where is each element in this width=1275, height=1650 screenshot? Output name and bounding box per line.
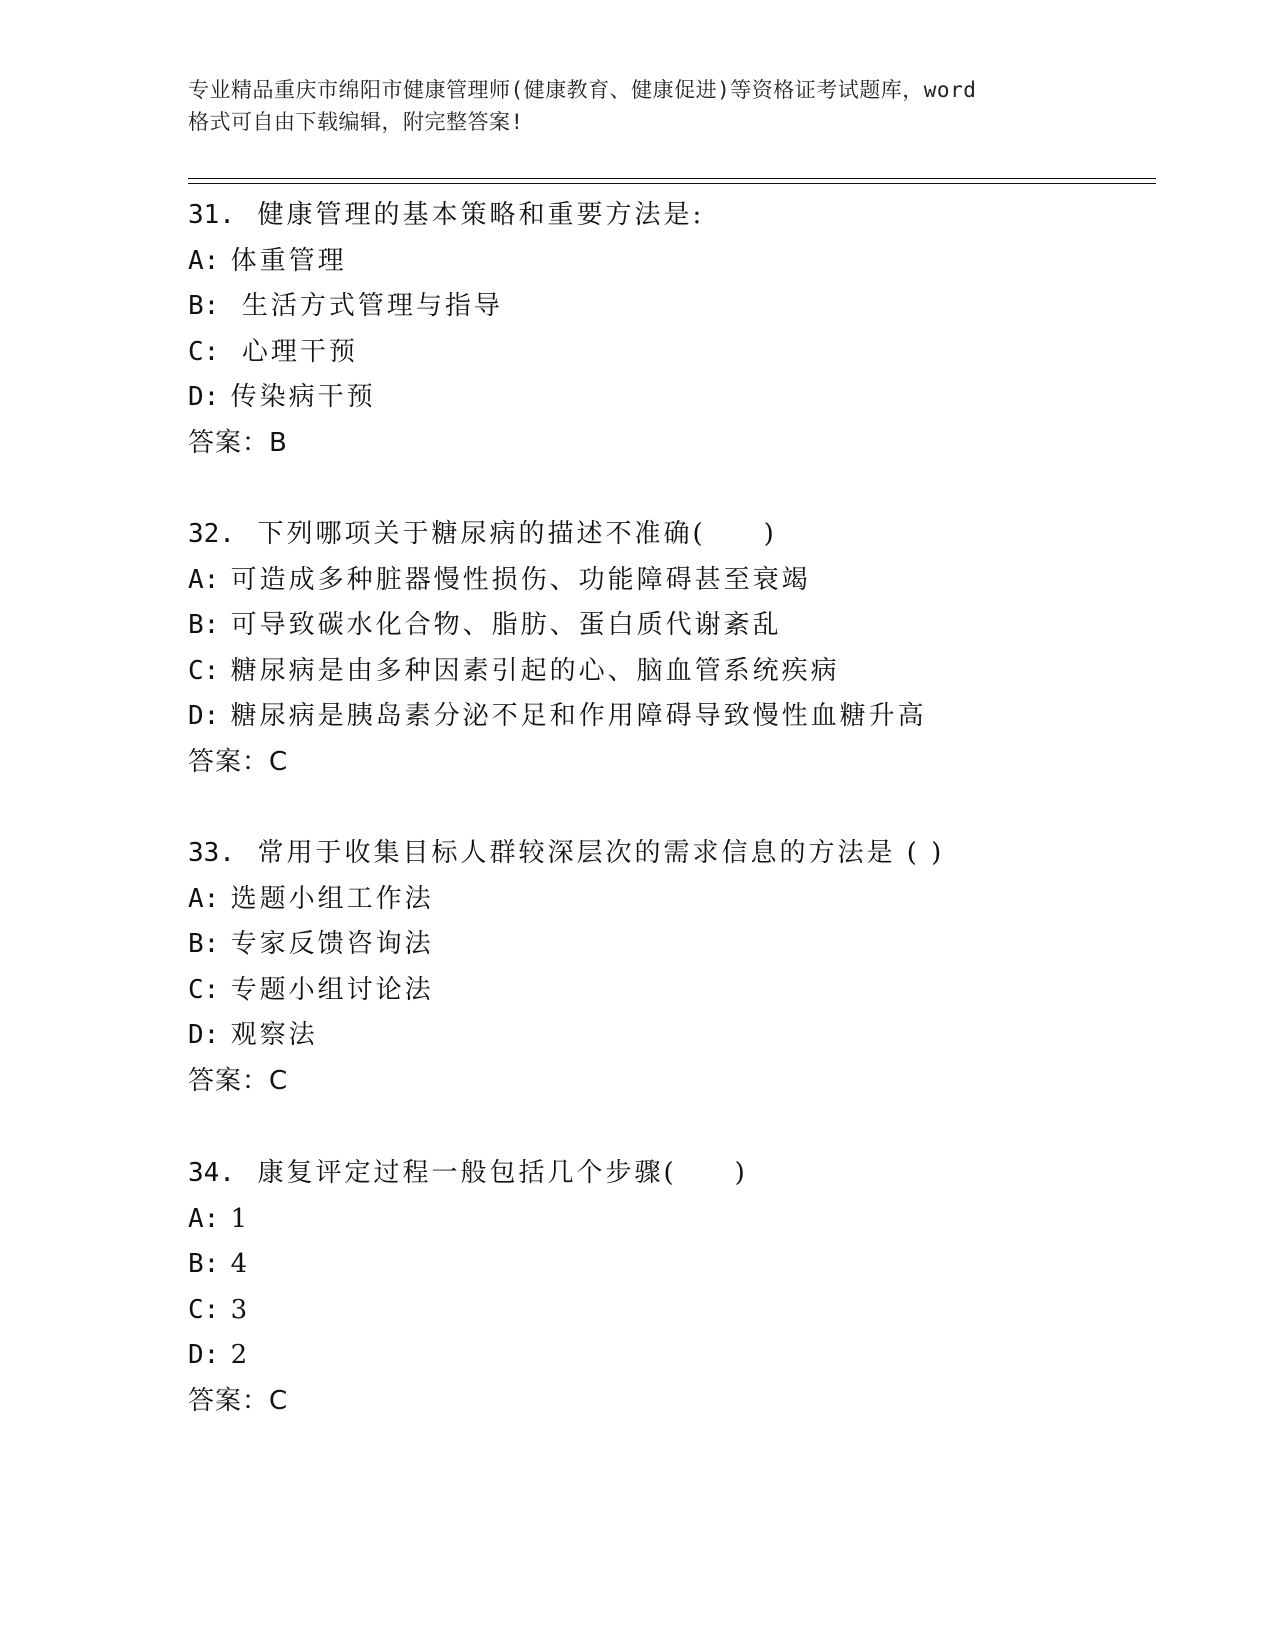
question-number: 31.	[188, 200, 235, 230]
option-c	[188, 330, 1148, 376]
answer: 答案：C	[188, 1065, 289, 1096]
question-number: 32.	[188, 519, 235, 549]
option-a	[188, 558, 1148, 604]
option-letter: D:	[188, 1340, 220, 1370]
question-33	[188, 831, 1148, 1104]
option-text: 1	[230, 1203, 251, 1234]
option-d	[188, 694, 1148, 740]
document-header	[188, 74, 1088, 138]
option-letter: D:	[188, 701, 220, 731]
option-text: 心理干预	[230, 336, 358, 367]
header-line-1: 专业精品重庆市绵阳市健康管理师(健康教育、健康促进)等资格证考试题库，word	[188, 78, 977, 102]
option-letter: C:	[188, 655, 220, 686]
option-c	[188, 968, 1148, 1014]
question-text: 下列哪项关于糖尿病的描述不准确( )	[257, 519, 777, 549]
option-letter: B:	[188, 929, 220, 959]
option-letter: D:	[188, 1020, 220, 1050]
answer: 答案：C	[188, 746, 289, 777]
option-text: 可导致碳水化合物、脂肪、蛋白质代谢紊乱	[230, 610, 782, 640]
option-d	[188, 1333, 1148, 1379]
option-text: 体重管理	[230, 245, 347, 276]
option-letter: A:	[188, 564, 220, 595]
option-text: 2	[230, 1340, 251, 1370]
option-letter: A:	[188, 1203, 220, 1234]
question-34	[188, 1151, 1148, 1424]
option-letter: C:	[188, 336, 220, 367]
option-text: 生活方式管理与指导	[230, 291, 503, 321]
option-text: 4	[230, 1249, 251, 1279]
option-text: 专家反馈咨询法	[230, 929, 434, 959]
question-stem	[188, 512, 1148, 558]
option-d	[188, 1013, 1148, 1059]
option-a	[188, 1197, 1148, 1243]
option-letter: A:	[188, 883, 220, 914]
option-b	[188, 1242, 1148, 1288]
option-text: 糖尿病是由多种因素引起的心、脑血管系统疾病	[230, 655, 840, 686]
question-number: 33.	[188, 838, 235, 868]
option-text: 选题小组工作法	[230, 883, 434, 914]
option-letter: D:	[188, 382, 220, 412]
header-divider-top	[188, 178, 1156, 179]
option-c	[188, 1288, 1148, 1334]
question-32	[188, 512, 1148, 785]
option-b	[188, 603, 1148, 649]
option-text: 专题小组讨论法	[230, 974, 434, 1005]
option-b	[188, 922, 1148, 968]
question-number: 34.	[188, 1158, 235, 1188]
option-a	[188, 877, 1148, 923]
question-stem	[188, 831, 1148, 877]
option-a	[188, 239, 1148, 285]
header-line-2: 格式可自由下载编辑，附完整答案!	[188, 110, 524, 134]
question-31	[188, 193, 1148, 466]
option-text: 观察法	[230, 1020, 318, 1050]
question-text: 康复评定过程一般包括几个步骤( )	[257, 1158, 748, 1188]
answer: 答案：B	[188, 427, 288, 458]
answer: 答案：C	[188, 1385, 289, 1416]
question-stem	[188, 193, 1148, 239]
option-letter: B:	[188, 1249, 220, 1279]
option-c	[188, 649, 1148, 695]
option-letter: B:	[188, 291, 220, 321]
option-text: 3	[230, 1294, 251, 1325]
option-letter: B:	[188, 610, 220, 640]
option-text: 可造成多种脏器慢性损伤、功能障碍甚至衰竭	[230, 564, 811, 595]
question-stem	[188, 1151, 1148, 1197]
option-text: 糖尿病是胰岛素分泌不足和作用障碍导致慢性血糖升高	[230, 701, 927, 731]
option-b	[188, 284, 1148, 330]
question-text: 常用于收集目标人群较深层次的需求信息的方法是 ( )	[257, 838, 945, 868]
option-text: 传染病干预	[230, 382, 376, 412]
question-text: 健康管理的基本策略和重要方法是:	[257, 200, 705, 230]
option-letter: C:	[188, 974, 220, 1005]
header-divider-bottom	[188, 183, 1156, 184]
option-letter: A:	[188, 245, 220, 276]
option-d	[188, 375, 1148, 421]
option-letter: C:	[188, 1294, 220, 1325]
